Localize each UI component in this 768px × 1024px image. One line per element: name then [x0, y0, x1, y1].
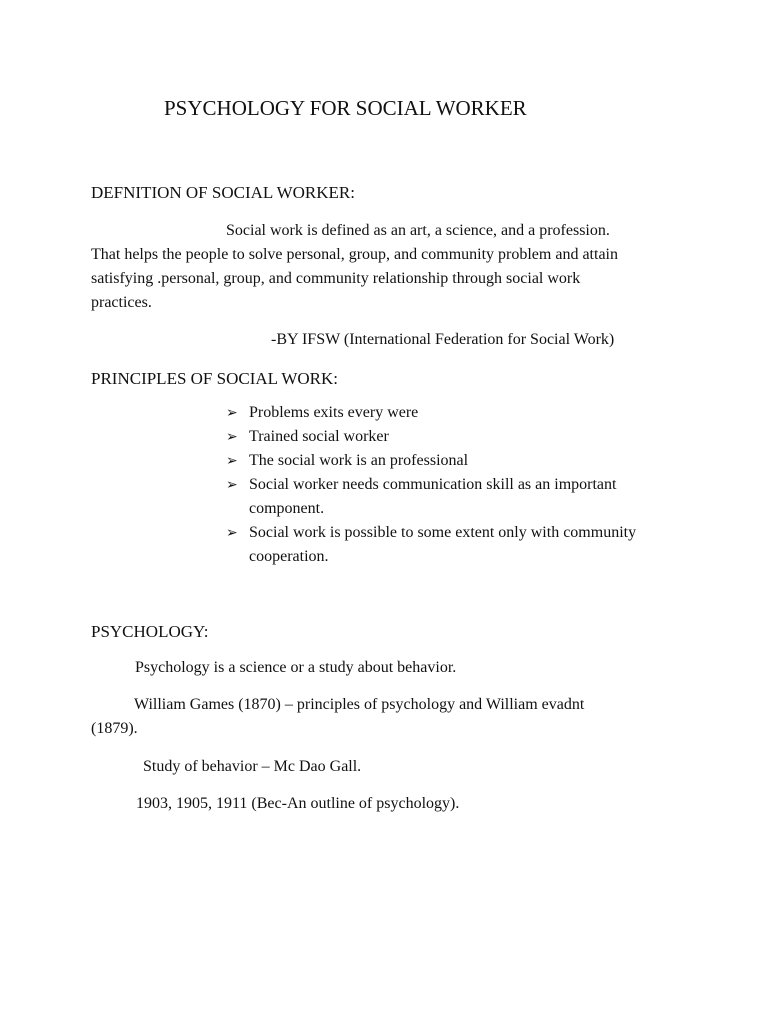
definition-line-2: That helps the people to solve personal, group, and community problem and attain [91, 246, 618, 263]
definition-heading: DEFNITION OF SOCIAL WORKER: [91, 183, 355, 202]
principles-list [226, 401, 696, 569]
psychology-paragraph-4: 1903, 1905, 1911 (Bec-An outline of psychology). [136, 795, 460, 812]
definition-attribution: -BY IFSW (International Federation for Social Work) [271, 331, 615, 348]
list-item [226, 425, 696, 449]
arrow-bullet-icon: ➢ [226, 405, 238, 421]
psychology-heading: PSYCHOLOGY: [91, 622, 209, 641]
list-item-text: Trained social worker [249, 428, 389, 445]
psychology-paragraph-3: Study of behavior – Mc Dao Gall. [143, 758, 362, 775]
list-item-text-continued: component. [249, 500, 325, 517]
list-item-text-continued: cooperation. [249, 548, 329, 565]
list-item-text: The social work is an professional [249, 452, 469, 469]
arrow-bullet-icon: ➢ [226, 429, 238, 445]
list-item-text: Social worker needs communication skill as an important [249, 476, 617, 493]
list-item [226, 449, 696, 473]
list-item-text: Social work is possible to some extent only with community [249, 524, 637, 541]
arrow-bullet-icon: ➢ [226, 525, 238, 541]
arrow-bullet-icon: ➢ [226, 477, 238, 493]
definition-line-4: practices. [91, 294, 152, 311]
psychology-paragraph-1: Psychology is a science or a study about behavior. [135, 659, 457, 676]
principles-heading: PRINCIPLES OF SOCIAL WORK: [91, 369, 339, 388]
arrow-bullet-icon: ➢ [226, 453, 238, 469]
definition-line-1: Social work is defined as an art, a science, and a profession. [226, 222, 610, 239]
psychology-paragraph-2-line-1: William Games (1870) – principles of psychology and William evadnt [134, 696, 585, 713]
page-title: PSYCHOLOGY FOR SOCIAL WORKER [164, 96, 527, 120]
list-item [226, 401, 696, 425]
definition-line-3: satisfying .personal, group, and community relationship through social work [91, 270, 581, 287]
list-item-text: Problems exits every were [249, 404, 419, 421]
list-item [226, 473, 696, 521]
list-item [226, 521, 696, 569]
psychology-paragraph-2-line-2: (1879). [91, 720, 138, 737]
